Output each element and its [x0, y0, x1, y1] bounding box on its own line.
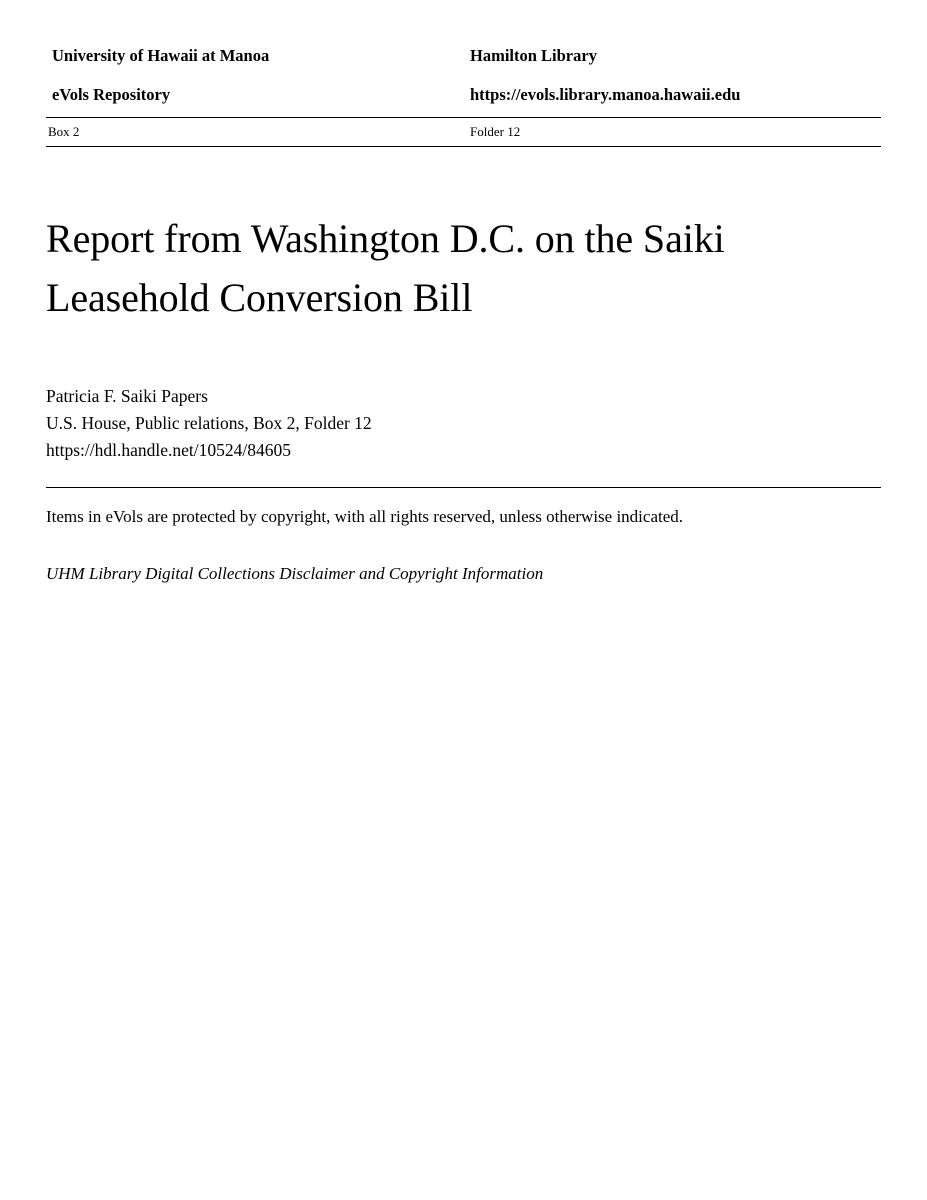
document-header: [46, 0, 881, 147]
handle-url[interactable]: https://hdl.handle.net/10524/84605: [46, 439, 291, 460]
citation-divider: [46, 487, 881, 488]
page-title: Report from Washington D.C. on the Saiki Leasehold Conversion Bill: [46, 216, 725, 321]
header-row-location: [46, 118, 881, 146]
disclaimer-link[interactable]: UHM Library Digital Collections Disclaimer and Copyright Information: [46, 563, 544, 583]
collection-name: Patricia F. Saiki Papers: [46, 386, 208, 407]
page-content: [46, 0, 881, 586]
institution-name: University of Hawaii at Manoa: [52, 46, 270, 65]
header-row-repository: [46, 84, 881, 104]
library-name: Hamilton Library: [470, 46, 597, 65]
folder-label: Folder 12: [470, 124, 521, 139]
rights-statement: Items in eVols are protected by copyright, with all rights reserved, unless otherwise indicated.: [46, 507, 684, 527]
citation-block: [46, 383, 881, 463]
repository-name: eVols Repository: [52, 84, 171, 104]
header-divider-bottom: [46, 146, 881, 147]
series-location: U.S. House, Public relations, Box 2, Folder 12: [46, 412, 372, 433]
repository-url[interactable]: https://evols.library.manoa.hawaii.edu: [470, 84, 741, 104]
header-row-institution: [46, 48, 881, 65]
box-label: Box 2: [48, 124, 80, 139]
